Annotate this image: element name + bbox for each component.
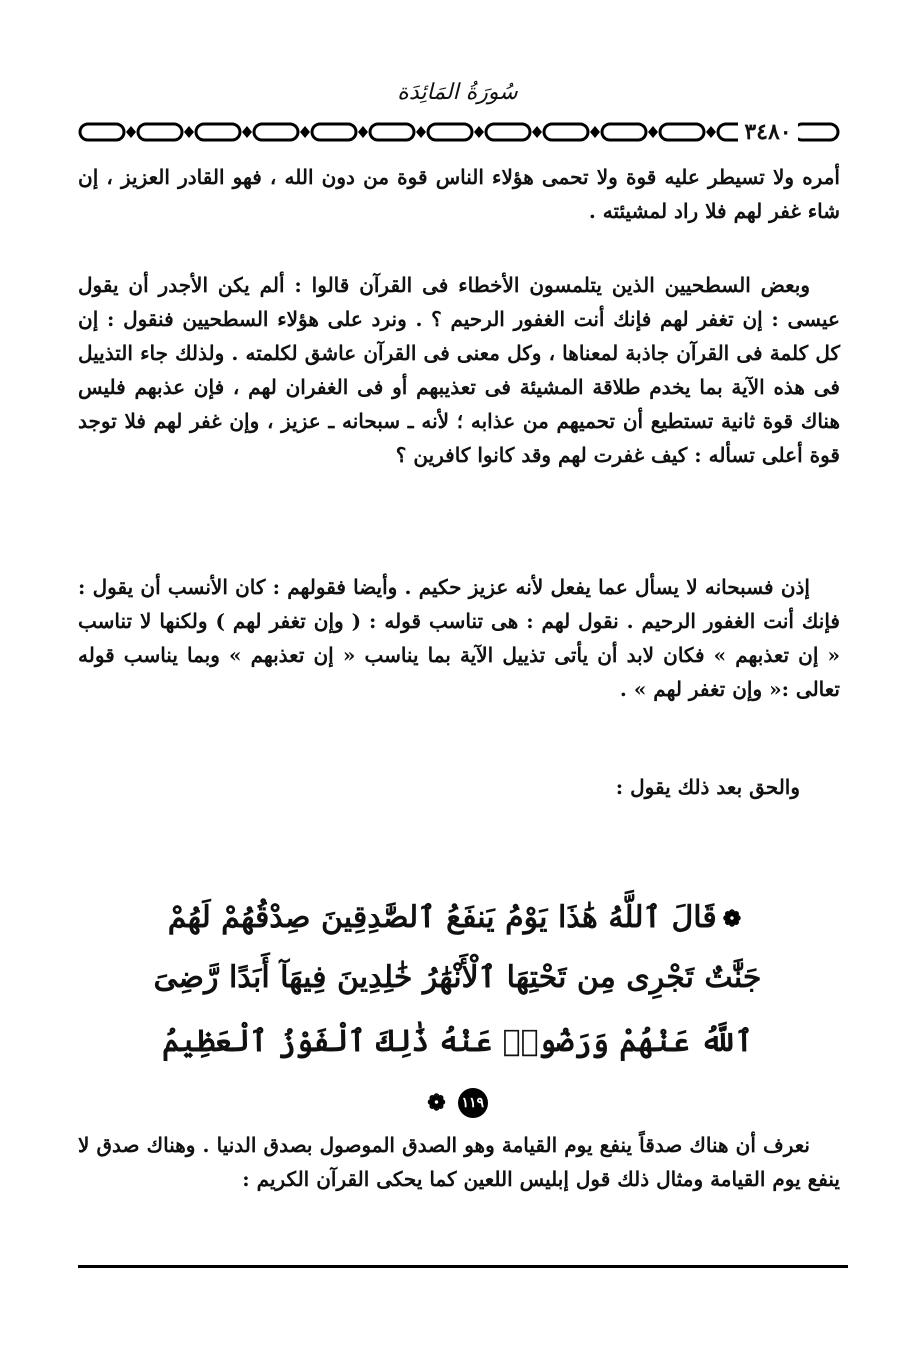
- verse-line-2-text: جَنَّٰتٌ تَجْرِى مِن تَحْتِهَا ٱلْأَنْهَٰرُ خَٰلِدِينَ فِيهَآ أَبَدًا رَّضِىَ: [153, 960, 762, 995]
- page-number: ٣٤٨٠: [738, 118, 798, 146]
- footer-rule: [78, 1265, 848, 1268]
- paragraph-2: وبعض السطحيين الذين يتلمسون الأخطاء فى القرآن قالوا : ألم يكن الأجدر أن يقول عيسى : إن تغفر لهم فإنك أنت الغفور الرحيم ؟ . ونرد على هؤلاء السطحيين فنقول : إن كل كلمة فى القرآن جاذبة لمعناها ، وكل معنى فى القرآن عاشق لكلمته . ولذلك جاء التذييل فى هذه الآية بما يخدم طلاقة المشيئة فى تعذيبهم أو فى الغفران لهم ، فإن عذبهم فليس هناك قوة ثانية تستطيع أن تحميهم من عذابه ؛ لأنه ـ سبحانه ـ عزيز ، وإن غفر لهم فلا توجد قوة أعلى تسأله : كيف غفرت لهم وقد كانوا كافرين ؟: [78, 273, 840, 467]
- surah-title: سُورَةُ المَائِدَة: [397, 80, 518, 105]
- quran-verse-line-1: [150, 888, 765, 949]
- verse-open-ornament-icon: ❁: [722, 906, 742, 932]
- quran-verse-line-2: [150, 948, 765, 1008]
- verse-close-ornament-icon: ❁: [427, 1090, 446, 1116]
- quran-verse-line-3: [150, 1012, 765, 1133]
- paragraph-4: والحق بعد ذلك يقول :: [615, 775, 800, 799]
- paragraph-5: نعرف أن هناك صدقاً ينفع يوم القيامة وهو الصدق الموصول بصدق الدنيا . وهناك صدق لا ينفع يوم القيامة ومثال ذلك قول إبليس اللعين كما يحكى القرآن الكريم :: [78, 1133, 840, 1191]
- paragraph-1: أمره ولا تسيطر عليه قوة ولا تحمى هؤلاء الناس قوة من دون الله ، فهو القادر العزيز ، إن شاء غفر لهم فلا راد لمشيئته .: [78, 165, 840, 223]
- decorative-header-rule: [78, 118, 840, 146]
- ayah-number-badge: ١١٩: [458, 1088, 488, 1118]
- verse-line-1-text: قَالَ ٱللَّهُ هَٰذَا يَوْمُ يَنفَعُ ٱلصَّٰدِقِينَ صِدْقُهُمْ لَهُمْ: [167, 900, 717, 935]
- paragraph-3: إذن فسبحانه لا يسأل عما يفعل لأنه عزيز حكيم . وأيضا فقولهم : كان الأنسب أن يقول : فإنك أنت الغفور الرحيم . نقول لهم : هى تناسب قوله : ( وإن تغفر لهم ) ولكنها لا تناسب « إن تعذبهم » فكان لابد أن يأتى تذييل الآية بما يناسب « إن تعذبهم » وبما يناسب قوله تعالى :« وإن تغفر لهم » .: [78, 575, 840, 701]
- verse-line-3-text: ٱللَّهُ عَنْهُمْ وَرَضُوا۟ عَنْهُ ذَٰلِكَ ٱلْفَوْزُ ٱلْعَظِيمُ: [162, 1024, 753, 1059]
